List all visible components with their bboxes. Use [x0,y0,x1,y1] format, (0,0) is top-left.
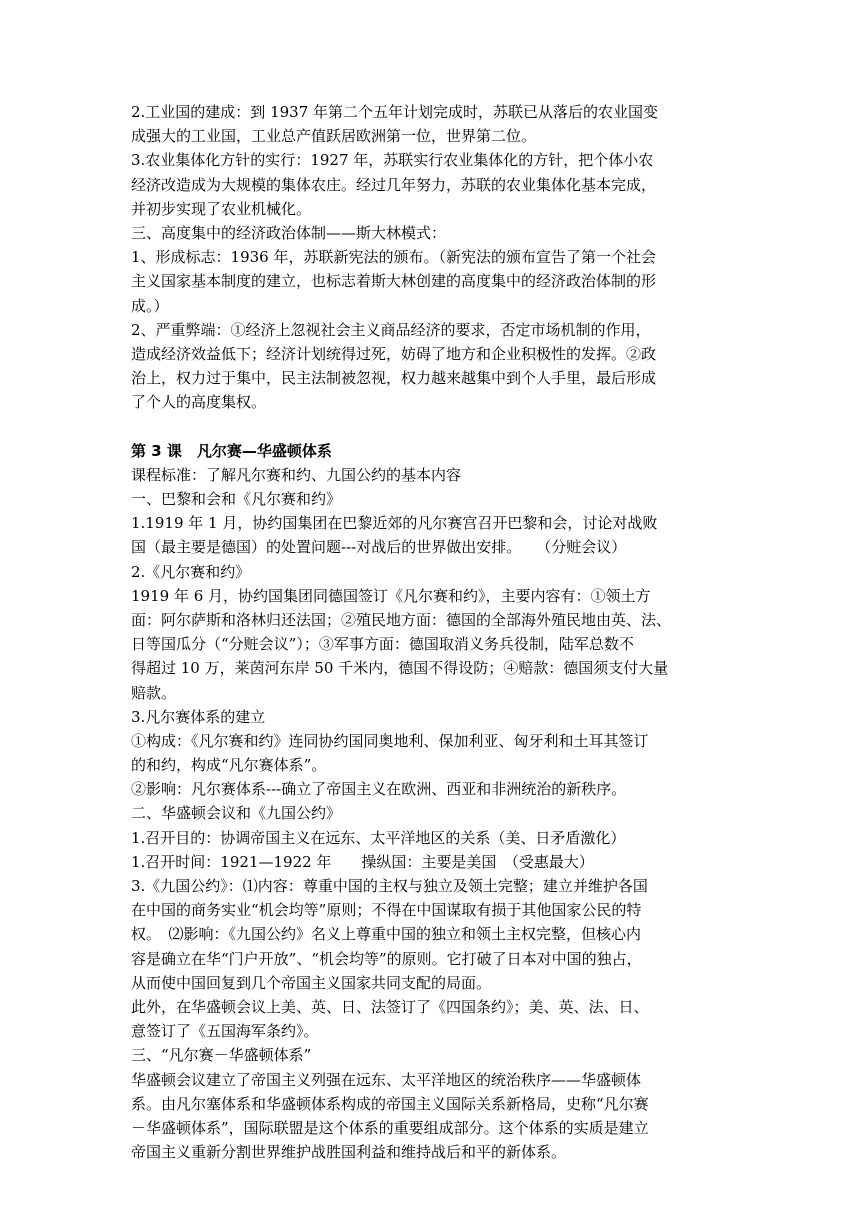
text-line: 2.工业国的建成：到 1937 年第二个五年计划完成时，苏联已从落后的农业国变 [131,103,659,121]
text-line: 此外，在华盛顿会议上美、英、日、法签订了《四国条约》；美、英、法、日、 [131,997,649,1016]
paragraph-gap [131,414,731,438]
text-line: 的和约，构成“凡尔赛体系”。 [131,756,327,775]
section-heading: 三、高度集中的经济政治体制——斯大林模式： [131,223,447,242]
text-line: 3.农业集体化方针的实行：1927 年，苏联实行农业集体化的方针，把个体小农 [131,151,654,170]
text-line: 系。由凡尔塞体系和华盛顿体系构成的帝国主义国际关系新格局，史称“凡尔赛 [131,1094,649,1113]
text-line: 成。） [131,296,169,315]
text-line: 造成经济效益低下；经济计划统得过死，妨碍了地方和企业积极性的发挥。②政 [131,344,657,363]
text-line: 3.《九国公约》：⑴内容：尊重中国的主权与独立及领土完整；建立并维护各国 [131,877,648,895]
text-line: 治上，权力过于集中，民主法制被忽视，权力越来越集中到个人手里，最后形成 [131,369,657,388]
document-page [131,100,731,1164]
text-line: 1.召开目的：协调帝国主义在远东、太平洋地区的关系（美、日矛盾激化） [131,828,626,847]
text-line: 面：阿尔萨斯和洛林归还法国；②殖民地方面：德国的全部海外殖民地由英、法、 [131,610,672,629]
text-line: 经济改造成为大规模的集体农庄。经过几年努力，苏联的农业集体化基本完成， [131,175,657,194]
text-line: ②影响：凡尔赛体系---确立了帝国主义在欧洲、西亚和非洲统治的新秩序。 [131,780,627,799]
text-line: 日等国瓜分（“分赃会议”）；③军事方面：德国取消义务兵役制，陆军总数不 [131,635,634,654]
lesson-title: 第 3 课 凡尔赛—华盛顿体系 [131,441,332,460]
text-line: 1919 年 6 月，协约国集团同德国签订《凡尔赛和约》，主要内容有：①领土方 [131,586,651,605]
text-line: 1、形成标志：1936 年，苏联新宪法的颁布。（新宪法的颁布宣告了第一个社会 [131,248,656,267]
text-line: 得超过 10 万，莱茵河东岸 50 千米内，德国不得设防；④赔款：德国须支付大量 [131,659,669,678]
text-line: 容是确立在华“门户开放”、“机会均等”的原则。它打破了日本对中国的独占， [131,949,642,968]
text-line: ①构成：《凡尔赛和约》连同协约国同奥地利、保加利亚、匈牙利和土耳其签订 [131,731,649,750]
section-versailles-washington [131,463,731,1164]
section-heading: 一、巴黎和会和《凡尔赛和约》 [131,490,342,508]
text-line: 1.召开时间：1921—1922 年 操纵国：主要是美国 （受惠最大） [131,852,594,871]
text-line: 国（最主要是德国）的处置问题---对战后的世界做出安排。 （分赃会议） [131,538,627,557]
text-line: 帝国主义重新分割世界维护战胜国利益和维持战后和平的新体系。 [131,1143,567,1162]
text-line: 1.1919 年 1 月，协约国集团在巴黎近郊的凡尔赛宫召开巴黎和会，讨论对战败 [131,514,658,533]
text-line: 3.凡尔赛体系的建立 [131,707,266,726]
text-line: 了个人的高度集权。 [131,393,267,412]
text-line: 并初步实现了农业机械化。 [131,199,312,218]
text-line: 赔款。 [131,683,177,702]
text-line: －华盛顿体系”，国际联盟是这个体系的重要组成部分。这个体系的实质是建立 [131,1118,649,1137]
section-soviet-model [131,100,731,414]
section-heading: 三、“凡尔赛－华盛顿体系” [131,1046,312,1065]
course-standard: 课程标准：了解凡尔赛和约、九国公约的基本内容 [131,465,462,484]
text-line: 2、严重弊端：①经济上忽视社会主义商品经济的要求，否定市场机制的作用， [131,320,651,339]
text-line: 华盛顿会议建立了帝国主义列强在远东、太平洋地区的统治秩序——华盛顿体 [131,1070,642,1089]
text-line: 主义国家基本制度的建立，也标志着斯大林创建的高度集中的经济政治体制的形 [131,272,657,291]
text-line: 2.《凡尔赛和约》 [131,562,251,581]
text-line: 意签订了《五国海军条约》。 [131,1022,319,1041]
section-heading: 二、华盛顿会议和《九国公约》 [131,804,342,823]
text-line: 在中国的商务实业“机会均等”原则；不得在中国谋取有损于其他国家公民的特 [131,901,642,920]
text-line: 权。 ⑵影响：《九国公约》名义上尊重中国的独立和领土主权完整，但核心内 [131,925,642,944]
text-line: 成强大的工业国，工业总产值跃居欧洲第一位，世界第二位。 [131,127,537,146]
text-line: 从而使中国回复到几个帝国主义国家共同支配的局面。 [131,973,492,992]
